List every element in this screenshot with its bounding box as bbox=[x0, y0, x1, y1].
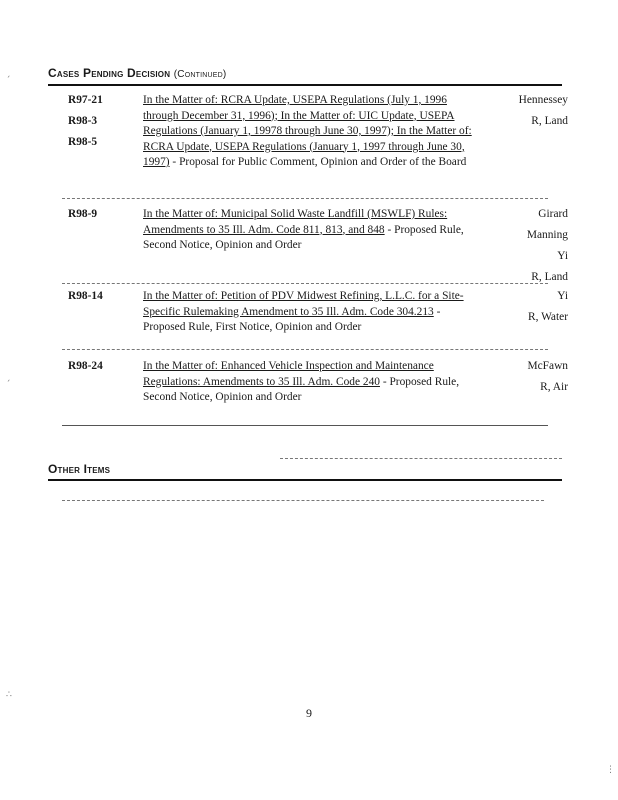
entry-divider bbox=[62, 425, 548, 426]
case-number: R97-21 bbox=[68, 94, 103, 106]
case-number: R98-9 bbox=[68, 208, 98, 220]
case-number: R98-3 bbox=[68, 115, 98, 127]
case-number: R98-5 bbox=[68, 136, 98, 148]
entry-divider bbox=[62, 500, 544, 501]
case-numbers bbox=[68, 207, 138, 228]
scan-mark: ⋮ bbox=[606, 765, 615, 775]
section-heading-cases-pending bbox=[48, 66, 226, 80]
entry-divider bbox=[62, 349, 548, 350]
case-entry bbox=[48, 207, 568, 287]
case-staff bbox=[478, 93, 568, 135]
staff-name: Hennessey bbox=[518, 94, 568, 106]
case-entry bbox=[48, 359, 568, 419]
staff-name: McFawn bbox=[527, 360, 568, 372]
page-number: 9 bbox=[306, 706, 312, 720]
case-title: In the Matter of: Municipal Solid Waste Landfill (MSWLF) Rules: Amendments to 35 Ill. Adm. Code 811, 813, and 848 bbox=[143, 208, 448, 236]
entry-divider bbox=[62, 283, 548, 284]
staff-category: R, Land bbox=[531, 115, 568, 127]
staff-name: Manning bbox=[526, 229, 568, 241]
case-staff bbox=[478, 289, 568, 331]
case-title: In the Matter of: Petition of PDV Midwest Refining, L.L.C. for a Site-Specific Rulemaking Amendment to 35 Ill. Adm. Code 304.213 bbox=[143, 290, 464, 318]
case-entry bbox=[48, 93, 568, 193]
staff-name: Yi bbox=[557, 250, 568, 262]
section-divider bbox=[280, 458, 562, 459]
staff-category: R, Water bbox=[528, 311, 568, 323]
case-description bbox=[143, 93, 478, 171]
staff-name: Girard bbox=[538, 208, 568, 220]
scan-mark: ˊ bbox=[6, 380, 11, 390]
case-title: In the Matter of: RCRA Update, USEPA Regulations (July 1, 1996 through December 31, 1996); In the Matter of: UIC Update, USEPA Regulations (January 1, 19978 through June 30, 1997); In the Matter of: RCRA Update, USEPA Regulations (January 1, 1997 through June 30, 1997) bbox=[143, 94, 472, 168]
case-number: R98-24 bbox=[68, 360, 103, 372]
case-numbers bbox=[68, 359, 138, 380]
case-numbers bbox=[68, 289, 138, 310]
case-entry bbox=[48, 289, 568, 349]
case-action: - Proposal for Public Comment, Opinion and Order of the Board bbox=[169, 156, 467, 168]
section-title: Cases Pending Decision bbox=[48, 66, 171, 80]
case-staff bbox=[478, 207, 568, 291]
staff-category: R, Air bbox=[540, 381, 568, 393]
case-action: - Proposed Rule, Second Notice, Opinion and Order bbox=[143, 223, 464, 251]
case-action: - Proposed Rule, First Notice, Opinion and Order bbox=[143, 305, 441, 333]
case-description bbox=[143, 289, 478, 336]
case-action: - Proposed Rule, Second Notice, Opinion and Order bbox=[143, 375, 460, 403]
scan-mark: ∴ bbox=[6, 690, 12, 700]
continued-label: (Continued) bbox=[173, 69, 227, 80]
case-number: R98-14 bbox=[68, 290, 103, 302]
scan-mark: ˊ bbox=[6, 76, 11, 86]
section-heading-other-items: Other Items bbox=[48, 462, 111, 476]
case-numbers bbox=[68, 93, 138, 156]
staff-name: Yi bbox=[557, 290, 568, 302]
staff-category: R, Land bbox=[531, 271, 568, 283]
case-description bbox=[143, 207, 478, 254]
case-title: In the Matter of: Enhanced Vehicle Inspection and Maintenance Regulations: Amendments to 35 Ill. Adm. Code 240 bbox=[143, 360, 434, 388]
case-staff bbox=[478, 359, 568, 401]
section-rule bbox=[48, 84, 562, 86]
entry-divider bbox=[62, 198, 548, 199]
section-rule bbox=[48, 479, 562, 481]
case-description bbox=[143, 359, 478, 406]
